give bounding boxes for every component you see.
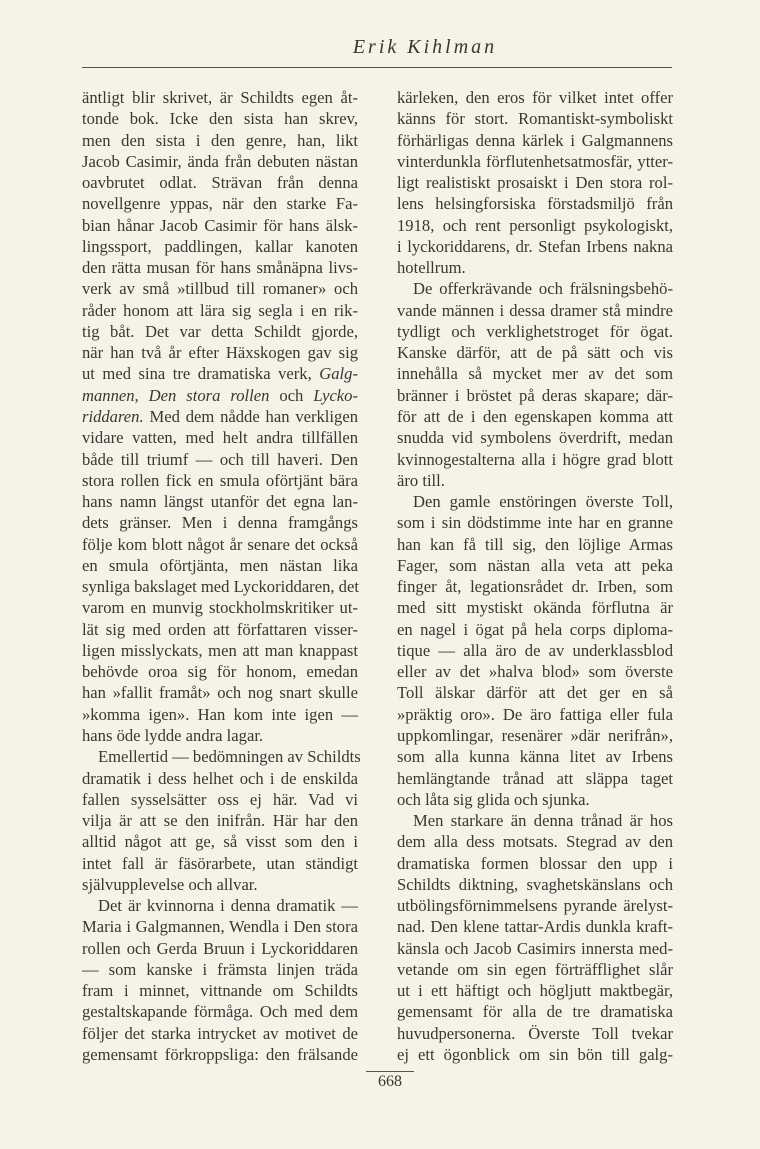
text-line: Emellertid — bedömningen av Schildts bbox=[98, 747, 361, 767]
text-line: ligen misslyckats, men att man knappast bbox=[82, 640, 358, 660]
text-line: utbölingsförnimmelsens pyrande ärelyst- bbox=[397, 896, 673, 916]
text-line: rollen och Gerda Bruun i Lyckoriddaren bbox=[82, 938, 358, 958]
text-line: behövde oroa sig för honom, emedan bbox=[82, 662, 358, 682]
text-line: stora rollen fick en smula oförtjänt bära bbox=[82, 470, 358, 490]
text-line: äntligt blir skrivet, är Schildts egen åt- bbox=[82, 88, 358, 107]
text-line: »komma igen». Han kom inte igen — bbox=[82, 704, 358, 724]
text-line: vidare vatten, med helt andra tillfällen bbox=[82, 428, 358, 448]
text-line: för att de i den egenskapen komma att bbox=[397, 406, 673, 426]
text-line: när han två år efter Häxskogen gav sig bbox=[82, 343, 358, 363]
text-line: Fager, som nästan alla veta att peka bbox=[397, 555, 673, 575]
text-line: dem alla dess motsats. Stegrad av den bbox=[397, 832, 673, 852]
text-line: lät sig med orden att författaren visser- bbox=[82, 619, 358, 639]
text-line: följer det starka intrycket av motivet de bbox=[82, 1023, 358, 1043]
text-line: tydligt och verklighetstroget för ögat. bbox=[397, 321, 673, 341]
text-line: hans öde lydde andra lagar. bbox=[82, 725, 264, 745]
text-line: Kanske därför, att de på sätt och vis bbox=[397, 343, 673, 363]
page-number: 668 bbox=[366, 1071, 414, 1091]
text-line: med sitt mystiskt okända förflutna är bbox=[397, 598, 673, 618]
text-line: tonde bok. Icke den sista han skrev, bbox=[82, 109, 358, 129]
text-line: gestaltskapande förmåga. Och med dem bbox=[82, 1002, 358, 1022]
text-line: Toll älskar därför att det ger en så bbox=[397, 683, 673, 703]
text-line: Det är kvinnorna i denna dramatik — bbox=[98, 896, 358, 916]
text-line: gemensamt förkroppsliga: den frälsande bbox=[82, 1044, 358, 1064]
text-segment: ut med sina tre dramatiska verk, bbox=[82, 364, 320, 384]
text-line bbox=[82, 406, 358, 427]
text-line: han kan få till sig, den löjlige Armas bbox=[397, 534, 673, 554]
text-line: verk av små »tillbud till romaner» och bbox=[82, 279, 358, 299]
text-line: bian hånar Jacob Casimir för hans älsk- bbox=[82, 215, 358, 235]
text-line: novellgenre yppas, när den starke Fa- bbox=[82, 194, 358, 214]
text-line: vilja är att se den inifrån. Här har den bbox=[82, 811, 358, 831]
text-line: Maria i Galgmannen, Wendla i Den stora bbox=[82, 917, 358, 937]
text-line: självupplevelse och allvar. bbox=[82, 874, 258, 894]
text-line: en nagel i ögat på hela corps diploma- bbox=[397, 619, 673, 639]
text-line: 1918, och rent personligt psykologiskt, bbox=[397, 215, 673, 235]
text-line: tig båt. Det var detta Schildt gjorde, bbox=[82, 321, 358, 341]
text-line: finger åt, legationsrådet dr. Irben, som bbox=[397, 577, 673, 597]
text-line: känns för stort. Romantiskt-symboliskt bbox=[397, 109, 673, 129]
text-line: Jacob Casimir, ända från debuten nästan bbox=[82, 151, 358, 171]
text-line: men den sista i den genre, han, likt bbox=[82, 130, 358, 150]
text-line: varom en munvig stockholmskritiker ut- bbox=[82, 598, 358, 618]
text-line: ligt realistiskt prosaiskt i Den stora rol- bbox=[397, 173, 673, 193]
running-header: Erik Kihlman bbox=[352, 36, 498, 58]
text-line: äro till. bbox=[397, 470, 445, 490]
text-line: råder honom att lära sig segla i en rik- bbox=[82, 300, 358, 320]
text-line: han »fallit framåt» och nog snart skulle bbox=[82, 683, 358, 703]
text-line: en smula oförtjänta, men nästan lika bbox=[82, 555, 358, 575]
text-line: i lyckoriddarens, dr. Stefan Irbens nakna bbox=[397, 236, 673, 256]
text-line: som i sin dödstimme inte har en granne bbox=[397, 513, 673, 533]
text-line: tique — alla äro de av underklassblod bbox=[397, 640, 673, 660]
text-line: ut i ett häftigt och högljutt maktbegär, bbox=[397, 981, 673, 1001]
italic-title: Lycko- bbox=[313, 385, 358, 405]
text-line: hotellrum. bbox=[397, 258, 466, 278]
text-line: fram i minnet, vittnande om Schildts bbox=[82, 981, 358, 1001]
text-line: dramatik i dess helhet och i de enskilda bbox=[82, 768, 358, 788]
header-rule bbox=[82, 67, 672, 68]
text-line: dets gränser. Men i denna framgångs bbox=[82, 513, 358, 533]
text-line: känsla och Jacob Casimirs innersta med- bbox=[397, 938, 673, 958]
text-line bbox=[82, 363, 358, 384]
text-line: Schildts diktning, svaghetskänslans och bbox=[397, 874, 673, 894]
text-line: kvinnogestalterna alla i högre grad blott bbox=[397, 449, 673, 469]
italic-title: riddaren. bbox=[82, 406, 144, 426]
text-line: förhärligas denna kärlek i Galgmannens bbox=[397, 130, 673, 150]
text-segment: och bbox=[269, 385, 314, 405]
text-line: och låta sig glida och sjunka. bbox=[397, 789, 590, 809]
text-line: uppkomlingar, resenärer »där nerifrån», bbox=[397, 725, 673, 745]
left-column bbox=[82, 87, 361, 1065]
text-line: fallen sysselsätter oss ej här. Vad vi bbox=[82, 789, 358, 809]
text-line: både till triumf — och till haveri. Den bbox=[82, 449, 358, 469]
text-line: vetande om sin egen förträfflighet slår bbox=[397, 959, 673, 979]
text-line: lingssport, paddlingen, kallar kanoten bbox=[82, 236, 358, 256]
text-line: vande männen i dessa dramer stå mindre bbox=[397, 300, 673, 320]
text-line: alltid något att ge, så visst som den i bbox=[82, 832, 358, 852]
text-line: — som kanske i främsta linjen träda bbox=[82, 959, 358, 979]
text-line: innehålla så mycket mer av det som bbox=[397, 364, 673, 384]
text-line: De offerkrävande och frälsningsbehö- bbox=[413, 279, 673, 299]
text-line: den rätta musan för hans smånäpna livs- bbox=[82, 258, 358, 278]
text-line: synliga bakslaget med Lyckoriddaren, det bbox=[82, 577, 359, 597]
text-line: följe kom blott något år senare det också bbox=[82, 534, 358, 554]
text-line: dramatiska formen blossar den upp i bbox=[397, 853, 673, 873]
text-line: »präktig oro». De äro fattiga eller fula bbox=[397, 704, 673, 724]
italic-title: mannen bbox=[82, 385, 135, 405]
text-line: intet fall är fäsörarbete, utan ständigt bbox=[82, 853, 358, 873]
text-segment: Med dem nådde han verkligen bbox=[143, 406, 358, 426]
text-line: kärleken, den eros för vilket intet offer bbox=[397, 88, 673, 107]
text-line: vinterdunkla förflutenhetsatmosfär, ytter- bbox=[397, 151, 673, 171]
text-line: lens helsingforsiska förstadsmiljö från bbox=[397, 194, 673, 214]
text-line: bränner i bröstet på deras skapare; där- bbox=[397, 385, 673, 405]
text-line: hemlängtande trånad att släppa taget bbox=[397, 768, 673, 788]
text-line: eller av det »halva blod» som överste bbox=[397, 662, 673, 682]
text-line: ej ett ögonblick om sin bön till galg- bbox=[397, 1044, 673, 1064]
text-line: gemensamt för alla de tre dramatiska bbox=[397, 1002, 673, 1022]
text-line: snudda vid symbolens överdrift, medan bbox=[397, 428, 673, 448]
text-line: huvudpersonerna. Överste Toll tvekar bbox=[397, 1023, 673, 1043]
text-line: som alla kunna känna litet av Irbens bbox=[397, 747, 673, 767]
italic-title: Galg- bbox=[319, 364, 358, 384]
text-line bbox=[82, 385, 358, 406]
italic-title: Den stora rollen bbox=[148, 385, 270, 405]
text-line: nad. Den klene tattar-Ardis dunkla kraft- bbox=[397, 917, 673, 937]
text-line: oavbrutet odlat. Strävan från denna bbox=[82, 173, 358, 193]
text-line: hans namn längst utanför det egna lan- bbox=[82, 492, 358, 512]
text-line: Men starkare än denna trånad är hos bbox=[413, 811, 673, 831]
text-segment: , bbox=[134, 385, 149, 405]
right-column bbox=[397, 87, 673, 1065]
text-line: Den gamle enstöringen överste Toll, bbox=[413, 492, 673, 512]
